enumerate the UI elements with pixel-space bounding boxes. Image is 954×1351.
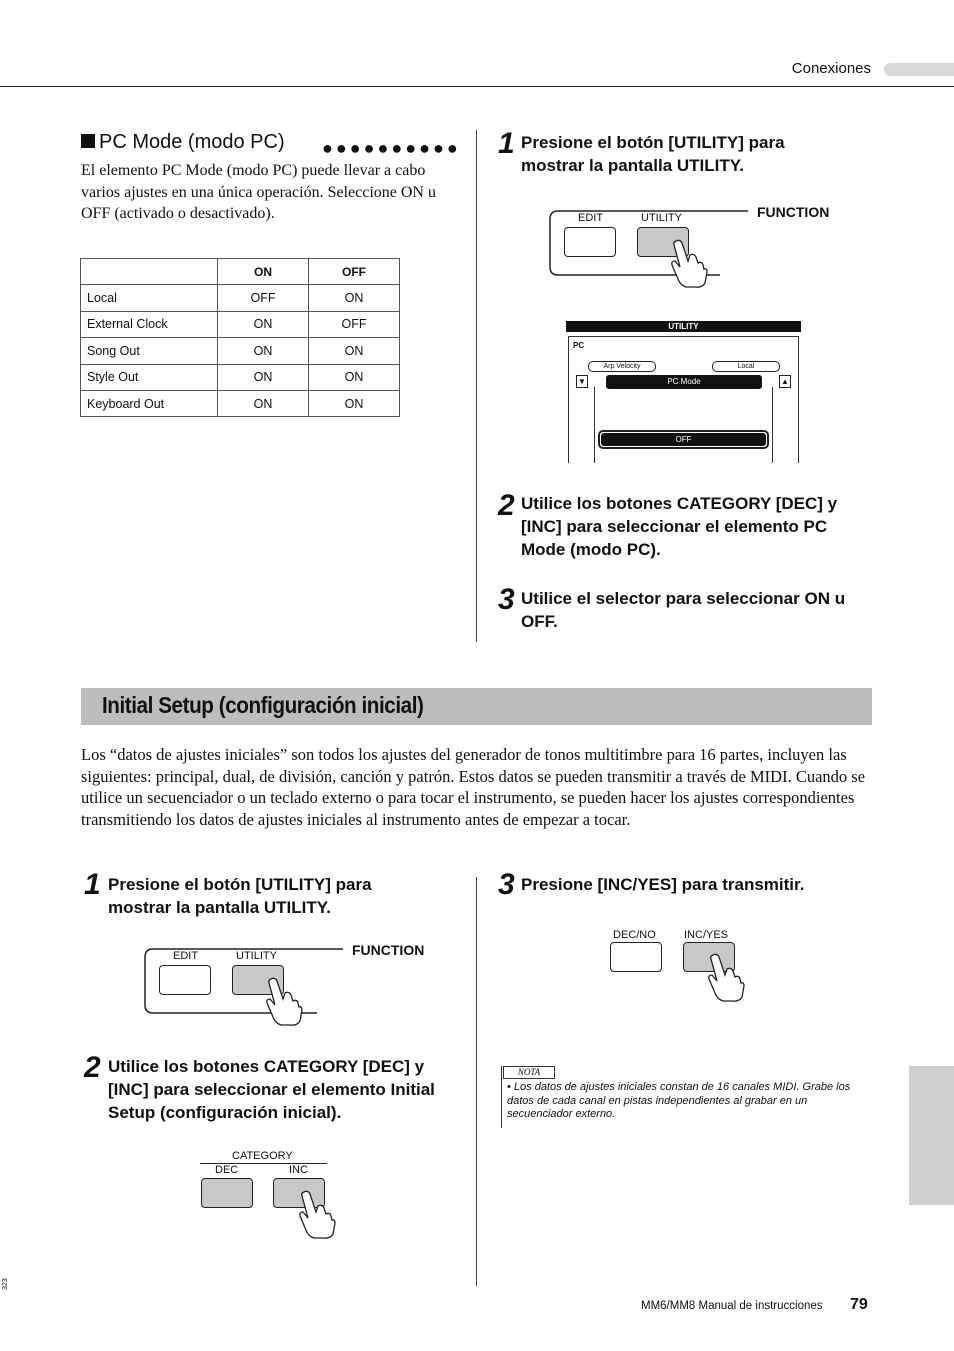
dec-inc-panel <box>609 928 749 1003</box>
initial-setup-title: Initial Setup (configuración inicial) <box>102 692 424 718</box>
inc-label: INC <box>289 1164 308 1176</box>
step-text: Presione el botón [UTILITY] para mostrar la pantalla UTILITY. <box>521 133 785 175</box>
edit-button[interactable] <box>159 965 211 995</box>
page-number: 79 <box>850 1296 868 1313</box>
function-label: FUNCTION <box>757 204 830 220</box>
footer-manual-title: MM6/MM8 Manual de instrucciones <box>641 1300 823 1312</box>
initial-setup-description: Los “datos de ajustes iniciales” son todos los ajustes del generador de tonos multitimbre para 16 partes, incluyen las siguientes: principal, dual, de división, canción y patrón. Estos datos se pueden transmitir a través de MIDI. Cuando se utilice un secuenciador o un teclado externo o para tocar el instrumento, se pueden hacer los ajustes correspondientes transmitiendo los datos de ajustes iniciales al instrumento antes de empezar a tocar. <box>81 745 866 829</box>
function-panel <box>143 942 433 1017</box>
dec-no-button[interactable] <box>610 942 662 972</box>
table-row <box>81 338 400 364</box>
utility-label: UTILITY <box>641 212 682 224</box>
table-cell: Style Out <box>81 364 218 390</box>
table-row <box>81 364 400 390</box>
lcd-value: OFF <box>601 433 766 446</box>
utility-label: UTILITY <box>236 950 277 962</box>
table-cell: External Clock <box>81 311 218 337</box>
table-row <box>81 285 400 311</box>
square-bullet-icon <box>81 134 95 148</box>
header-rule <box>0 86 954 87</box>
table-cell: OFF <box>218 285 309 311</box>
nota-rule <box>501 1066 502 1128</box>
table-header-cell: ON <box>218 259 309 285</box>
table-header-cell: OFF <box>309 259 400 285</box>
title-dots: ●●●●●●●●●● <box>322 138 461 158</box>
pc-mode-title-text: PC Mode (modo PC) <box>99 131 285 153</box>
step-number: 2 <box>84 1051 101 1084</box>
pointing-hand-icon <box>296 1190 336 1240</box>
step-number: 2 <box>498 489 515 522</box>
edit-button[interactable] <box>564 227 616 257</box>
table-cell: ON <box>309 285 400 311</box>
dec-no-label: DEC/NO <box>613 929 656 941</box>
nota-label: NOTA <box>503 1066 555 1079</box>
table-cell: OFF <box>309 311 400 337</box>
pc-mode-table <box>80 258 400 417</box>
category-label: CATEGORY <box>232 1150 293 1162</box>
pointing-hand-icon <box>263 977 303 1027</box>
column-rule-top <box>476 130 477 642</box>
table-cell: ON <box>309 390 400 416</box>
side-tab <box>909 1066 954 1205</box>
step-text: Utilice los botones CATEGORY [DEC] y [INC] para seleccionar el elemento Initial Setup (configuración inicial). <box>108 1057 435 1122</box>
pointing-hand-icon <box>705 953 745 1003</box>
lcd-inner-frame <box>594 387 773 463</box>
table-header-row <box>81 259 400 285</box>
lcd-right-item: Local <box>712 361 780 372</box>
lcd-left-item: Arp Velocity <box>588 361 656 372</box>
nota-text: • Los datos de ajustes iniciales constan de 16 canales MIDI. Grabe los datos de cada canal en pistas independientes al grabar en un secuenciador externo. <box>507 1081 851 1120</box>
lcd-scroll-down-icon: ▼ <box>576 375 588 388</box>
lcd-value-box <box>598 430 769 449</box>
function-label: FUNCTION <box>352 942 425 958</box>
lcd-title-bar: UTILITY <box>566 321 801 332</box>
table-cell: ON <box>218 364 309 390</box>
column-rule-bottom <box>476 877 477 1286</box>
function-panel <box>548 204 838 279</box>
table-cell: Song Out <box>81 338 218 364</box>
table-cell: Keyboard Out <box>81 390 218 416</box>
table-cell: ON <box>309 338 400 364</box>
step-text: Utilice el selector para seleccionar ON u OFF. <box>521 589 846 631</box>
table-row <box>81 311 400 337</box>
page-code: 323 <box>2 1278 9 1290</box>
category-dec-button[interactable] <box>201 1178 253 1208</box>
lcd-scroll-up-icon: ▲ <box>779 375 791 388</box>
table-cell: ON <box>218 390 309 416</box>
lcd-selected-item: PC Mode <box>606 375 762 389</box>
step-text: Presione el botón [UTILITY] para mostrar la pantalla UTILITY. <box>108 875 372 917</box>
step-text: Utilice los botones CATEGORY [DEC] y [INC] para seleccionar el elemento PC Mode (modo PC). <box>521 494 838 559</box>
table-cell: ON <box>218 338 309 364</box>
table-cell: ON <box>218 311 309 337</box>
header-tab <box>884 63 954 76</box>
step-number: 3 <box>498 868 515 901</box>
table-row <box>81 390 400 416</box>
lcd-section-label: PC <box>573 341 585 350</box>
step-text: Presione [INC/YES] para transmitir. <box>521 875 805 894</box>
table-header-cell <box>81 259 218 285</box>
dec-label: DEC <box>215 1164 239 1176</box>
step-number: 3 <box>498 583 515 616</box>
pc-mode-title <box>81 131 285 154</box>
step-number: 1 <box>84 868 101 901</box>
step-number: 1 <box>498 127 515 160</box>
table-cell: ON <box>309 364 400 390</box>
header-section-title: Conexiones <box>791 60 871 77</box>
category-panel <box>200 1148 330 1243</box>
pointing-hand-icon <box>668 239 708 289</box>
edit-label: EDIT <box>173 950 199 962</box>
inc-yes-label: INC/YES <box>684 929 729 941</box>
edit-label: EDIT <box>578 212 604 224</box>
table-cell: Local <box>81 285 218 311</box>
lcd-screen <box>566 321 801 463</box>
pc-mode-description: El elemento PC Mode (modo PC) puede llevar a cabo varios ajustes en una única operación. Seleccione ON u OFF (activado o desactivado). <box>81 162 436 222</box>
